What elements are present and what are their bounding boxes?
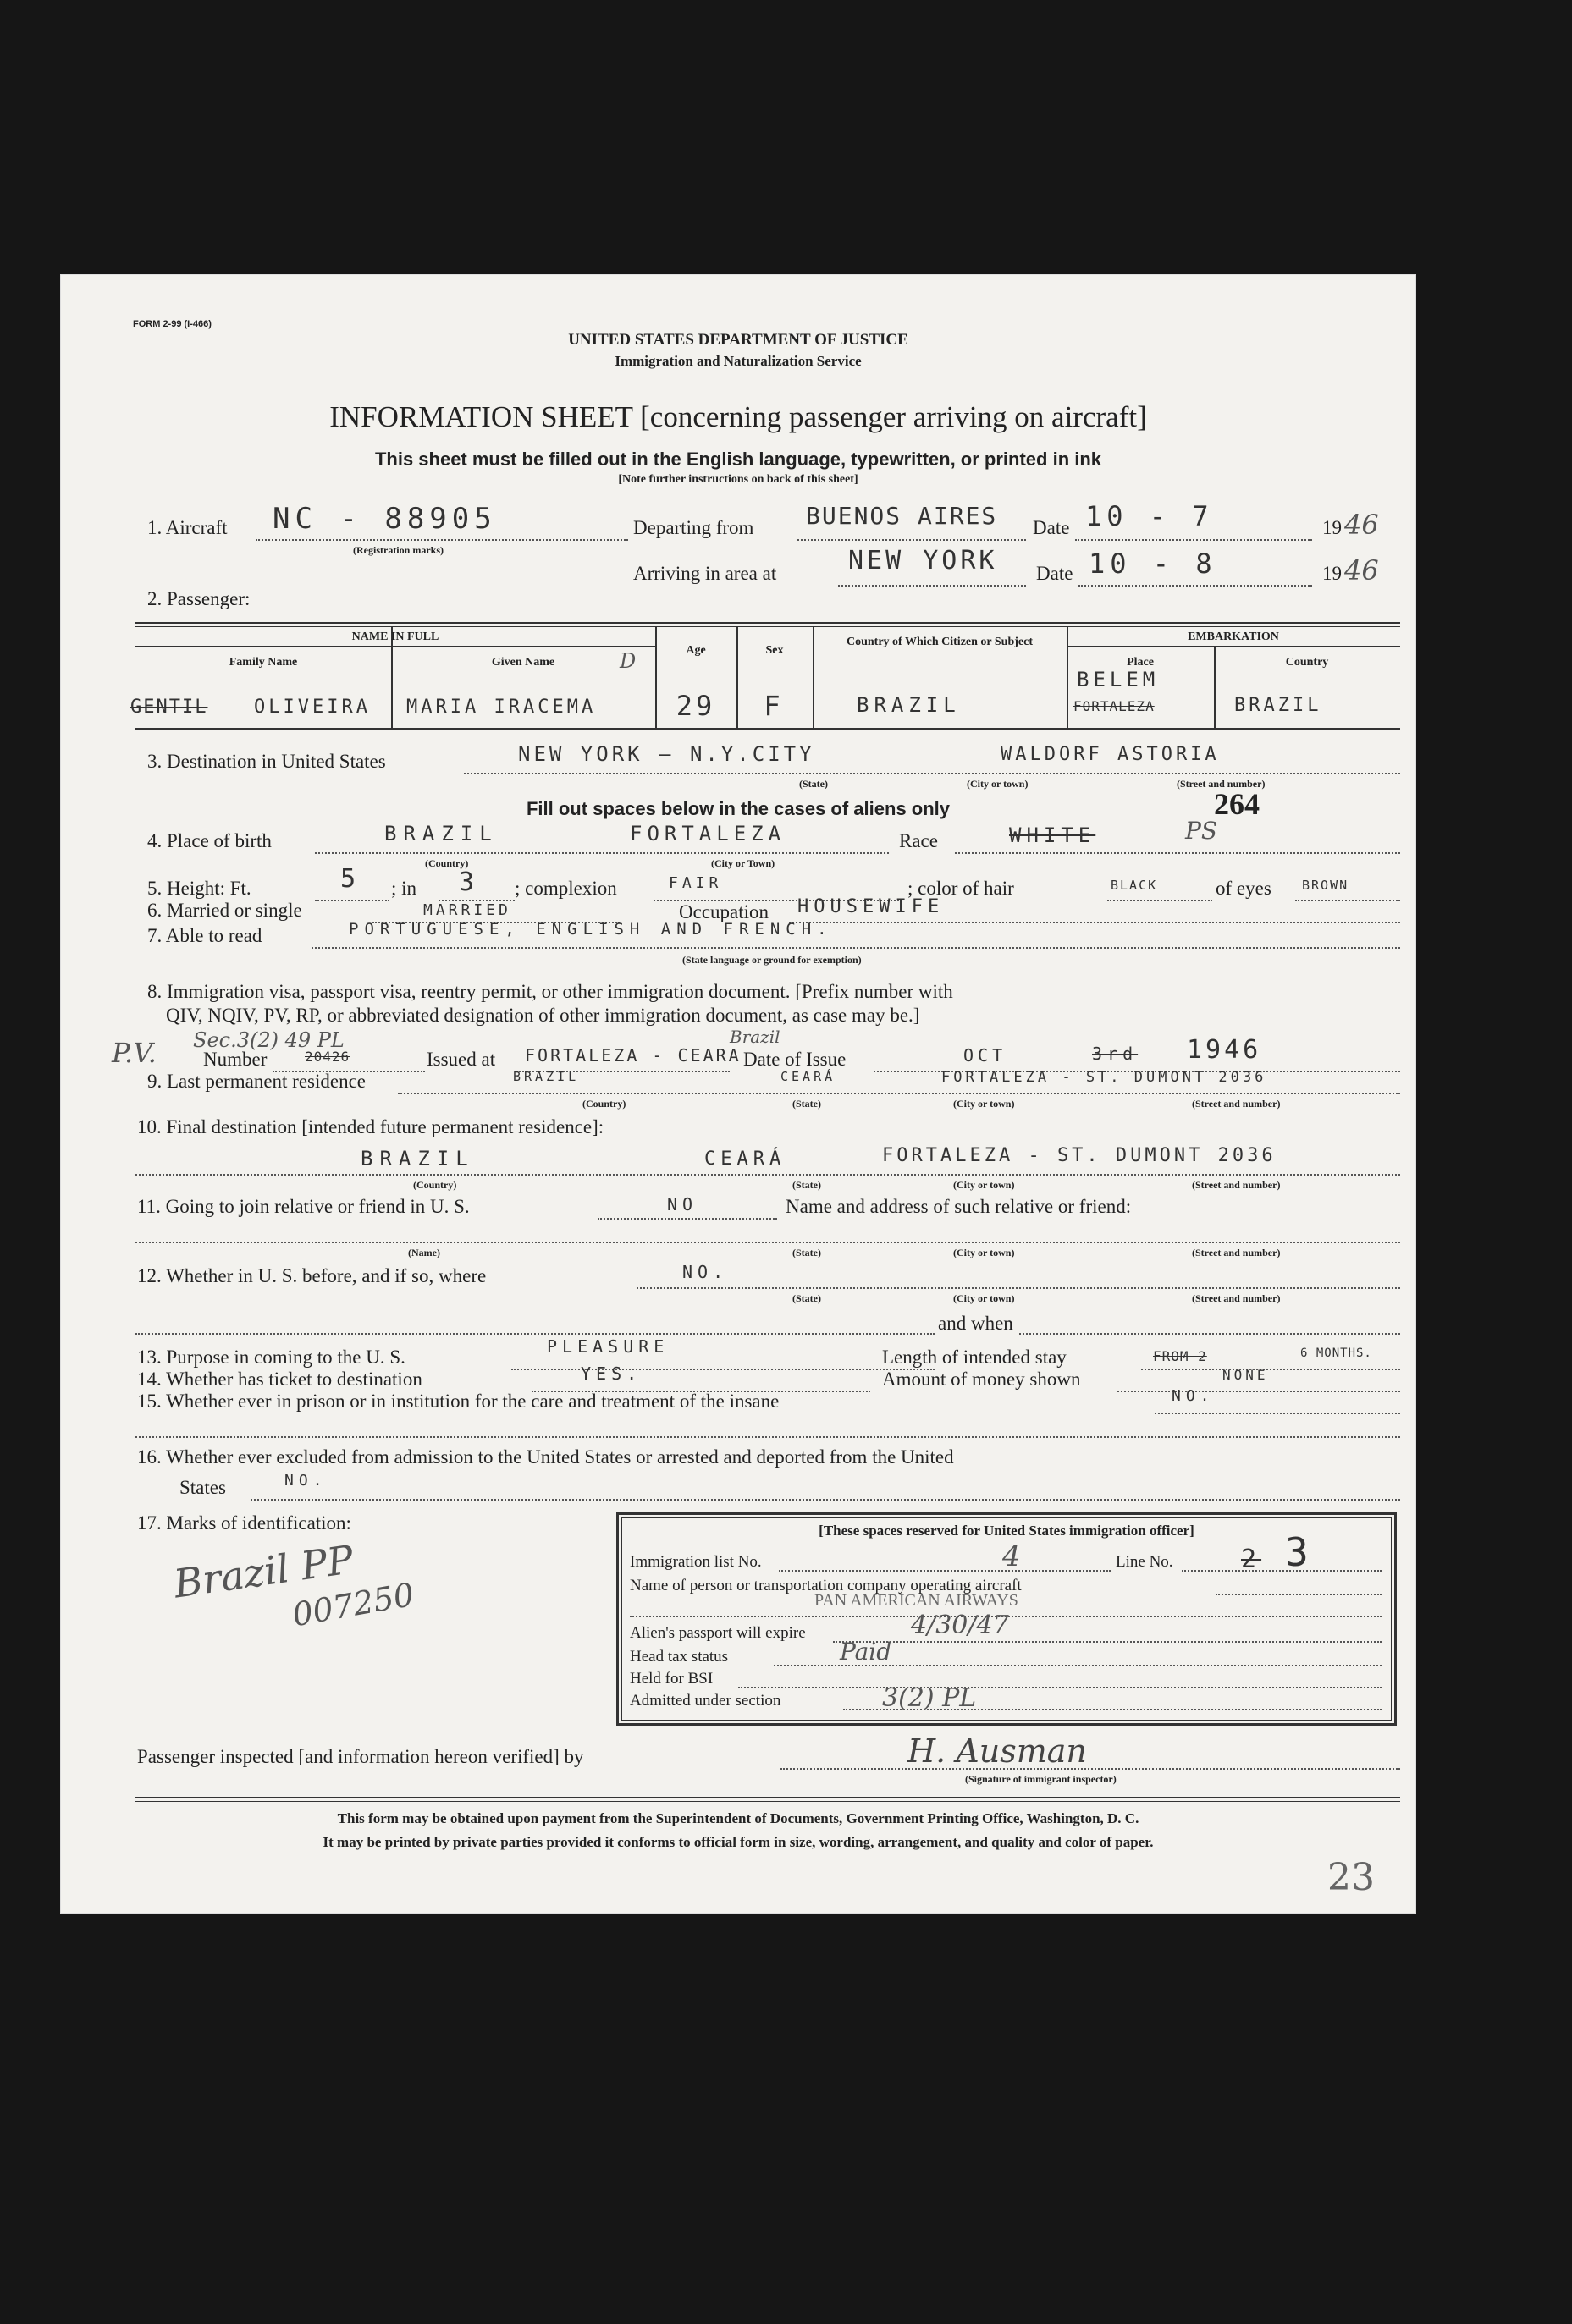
citizen-value: BRAZIL — [857, 693, 961, 717]
q12-state-caption: (State) — [792, 1292, 821, 1304]
q3-city-caption: (City or town) — [967, 778, 1029, 790]
ft-line — [315, 900, 389, 901]
q16-label-2: States — [179, 1477, 226, 1498]
q3-label: 3. Destination in United States — [147, 751, 386, 772]
destination-street: WALDORF ASTORIA — [1001, 744, 1220, 765]
q12-when-line-right — [1019, 1333, 1400, 1335]
q11-label: 11. Going to join relative or friend in U. S. — [137, 1196, 470, 1217]
purpose-value: PLEASURE — [547, 1336, 670, 1357]
list-line — [779, 1570, 1111, 1572]
list-label: Immigration list No. — [630, 1553, 762, 1571]
footer-rule-1 — [135, 1797, 1400, 1798]
admitted-label: Admitted under section — [630, 1692, 781, 1710]
q17-label: 17. Marks of identification: — [137, 1512, 351, 1534]
q2-label: 2. Passenger: — [147, 588, 251, 609]
tax-label: Head tax status — [630, 1648, 729, 1666]
embark-place-struck: FORTALEZA — [1073, 698, 1155, 714]
officer-box-heading: [These spaces reserved for United States immigration officer] — [819, 1523, 1194, 1539]
identification-note-1: Brazil PP — [171, 1536, 356, 1607]
departing-line — [797, 539, 1026, 541]
q8-text-1: 8. Immigration visa, passport visa, reentry permit, or other immigration document. [Prefix number with — [147, 981, 953, 1002]
q5-label: 5. Height: Ft. — [147, 878, 251, 899]
table-top-rule-2 — [135, 626, 1400, 627]
departing-date-line — [1075, 539, 1312, 541]
issued-at-value: FORTALEZA - CEARA — [525, 1045, 742, 1066]
given-name-value: MARIA IRACEMA — [406, 697, 597, 718]
arriving-date-label: Date — [1036, 563, 1073, 584]
stay-line — [1141, 1369, 1400, 1370]
eyes-value: BROWN — [1302, 878, 1349, 893]
q10-country-caption: (Country) — [413, 1179, 457, 1191]
q13-label: 13. Purpose in coming to the U. S. — [137, 1346, 405, 1368]
list-value: 4 — [1002, 1539, 1021, 1573]
q15-label: 15. Whether ever in prison or in institution for the care and treatment of the insane — [137, 1391, 780, 1412]
arriving-date-line — [1078, 585, 1312, 587]
table-bottom-rule — [135, 728, 1400, 730]
q10-street-caption: (Street and number) — [1192, 1179, 1281, 1191]
departing-year-prefix: 19 — [1322, 517, 1342, 538]
q7-line — [312, 947, 1400, 949]
company-value: PAN AMERICAN AIRWAYS — [814, 1591, 1018, 1610]
race-label: Race — [899, 830, 938, 851]
q11-state-caption: (State) — [792, 1247, 821, 1258]
passport-value: 4/30/47 — [911, 1611, 1009, 1640]
line-struck: 2 — [1241, 1545, 1262, 1574]
ticket-value: YES. — [581, 1363, 643, 1384]
given-name-mark: D — [620, 649, 637, 673]
previous-visit-value: NO. — [682, 1262, 729, 1282]
q10-label: 10. Final destination [intended future permanent residence]: — [137, 1116, 604, 1137]
money-value: NONE — [1222, 1367, 1269, 1383]
q9-label: 9. Last permanent residence — [147, 1071, 366, 1092]
excluded-value: NO. — [284, 1472, 328, 1490]
place-header: Place — [1127, 656, 1154, 669]
embarkation-header: EMBARKATION — [1188, 631, 1279, 643]
read-languages: PORTUGUESE, ENGLISH AND FRENCH. — [349, 920, 833, 939]
departing-value: BUENOS AIRES — [806, 502, 998, 530]
hair-line — [1107, 900, 1212, 901]
birth-city: FORTALEZA — [630, 822, 786, 845]
country-header: Country — [1285, 656, 1329, 669]
occupation-line — [789, 922, 1400, 923]
q4-city-caption: (City or Town) — [711, 857, 775, 869]
issue-day-struck: 3rd — [1092, 1044, 1139, 1064]
when-label: and when — [938, 1313, 1013, 1334]
q16-line — [251, 1499, 1400, 1501]
aircraft-line — [256, 539, 628, 541]
join-relative-value: NO — [667, 1194, 698, 1214]
eyes-label: of eyes — [1216, 878, 1271, 899]
arriving-value: NEW YORK — [848, 546, 998, 575]
eyes-line — [1295, 900, 1400, 901]
q7-caption: (State language or ground for exemption) — [682, 954, 862, 966]
arriving-date: 10 - 8 — [1089, 548, 1217, 580]
q8-margin-note: P.V. — [112, 1037, 157, 1069]
q4-line — [315, 852, 889, 854]
final-state: CEARÁ — [704, 1148, 786, 1170]
table-subhead-rule-name — [135, 646, 655, 647]
q9-country-caption: (Country) — [582, 1098, 626, 1110]
age-value: 29 — [676, 690, 716, 722]
embark-country-value: BRAZIL — [1234, 695, 1322, 716]
occupation-label: Occupation — [679, 901, 769, 922]
company-label: Name of person or transportation company operating aircraft — [630, 1577, 1022, 1594]
stay-label: Length of intended stay — [882, 1346, 1067, 1368]
signature-caption: (Signature of immigrant inspector) — [965, 1773, 1117, 1785]
issued-at-note: Brazil — [730, 1027, 780, 1047]
arriving-year: 46 — [1344, 554, 1379, 587]
form-sheet — [61, 275, 1415, 1913]
aircraft-value: NC - 88905 — [273, 502, 497, 536]
family-name-value: OLIVEIRA — [254, 697, 371, 718]
q10-line — [135, 1174, 1400, 1176]
page-number: 23 — [1327, 1856, 1375, 1899]
q4-country-caption: (Country) — [425, 857, 469, 869]
issue-year: 1946 — [1187, 1035, 1262, 1065]
destination-city: NEW YORK — N.Y.CITY — [518, 742, 815, 766]
line-value: 3 — [1285, 1529, 1314, 1575]
page-title — [61, 400, 1415, 434]
citizen-header: Country of Which Citizen or Subject — [847, 636, 1033, 648]
departing-date-label: Date — [1033, 517, 1070, 538]
departing-date: 10 - 7 — [1085, 500, 1214, 532]
money-line — [1117, 1391, 1400, 1392]
race-line — [955, 852, 1400, 854]
table-subhead-rule-emb — [1067, 646, 1400, 647]
q10-city-caption: (City or town) — [953, 1179, 1015, 1191]
hair-value: BLACK — [1111, 878, 1158, 893]
table-col-sep-4 — [813, 626, 814, 728]
q11-city-caption: (City or town) — [953, 1247, 1015, 1258]
q9-city-caption: (City or town) — [953, 1098, 1015, 1110]
q11-street-caption: (Street and number) — [1192, 1247, 1281, 1258]
issue-date-label: Date of Issue — [743, 1049, 847, 1070]
arriving-year-prefix: 19 — [1322, 563, 1342, 584]
q11-line — [598, 1218, 777, 1220]
q16-label-1: 16. Whether ever excluded from admission to the United States or arrested and deported from the United — [137, 1446, 954, 1468]
departing-label: Departing from — [633, 517, 754, 538]
occupation-value: HOUSEWIFE — [797, 896, 945, 917]
prison-value: NO. — [1172, 1387, 1215, 1405]
arriving-label: Arriving in area at — [633, 563, 777, 584]
q9-line — [398, 1093, 1400, 1094]
signature-line — [780, 1768, 1400, 1770]
birth-country: BRAZIL — [384, 822, 499, 845]
q6-label: 6. Married or single — [147, 900, 302, 921]
issued-at-label: Issued at — [427, 1049, 496, 1070]
q15-line — [1155, 1413, 1400, 1414]
family-name-header: Family Name — [229, 656, 298, 669]
footer-rule-2 — [135, 1801, 1400, 1802]
instruction-line: This sheet must be filled out in the English language, typewritten, or printed in ink — [374, 449, 1102, 470]
registration-caption: (Registration marks) — [353, 544, 444, 556]
family-name-struck: GENTIL — [130, 697, 208, 718]
marital-value: MARRIED — [423, 901, 511, 919]
department-heading: UNITED STATES DEPARTMENT OF JUSTICE — [568, 331, 908, 349]
q4-label: 4. Place of birth — [147, 830, 272, 851]
title-bracket: [concerning passenger arriving on aircraft] — [640, 400, 1147, 433]
height-in: 3 — [459, 867, 480, 897]
q1-label: 1. Aircraft — [147, 517, 228, 538]
q11-name-caption: (Name) — [408, 1247, 440, 1258]
footer-line-2: It may be printed by private parties provided it conforms to official form in size, wording, arrangement, and quality and color of paper. — [323, 1834, 1154, 1850]
q12-when-line-left — [135, 1333, 935, 1335]
race-struck: WHITE — [1009, 823, 1096, 847]
title-main: INFORMATION SHEET — [329, 400, 633, 433]
q9-state-caption: (State) — [792, 1098, 821, 1110]
admitted-value: 3(2) PL — [882, 1683, 977, 1713]
age-header: Age — [686, 644, 706, 657]
embark-place-value: BELEM — [1077, 668, 1160, 691]
number-value: Sec.3(2) 49 PL — [193, 1028, 345, 1052]
complexion-value: FAIR — [669, 874, 723, 892]
q3-street-caption: (Street and number) — [1177, 778, 1266, 790]
footer-line-1: This form may be obtained upon payment from the Superintendent of Documents, Government Printing Office, Washington, D. C. — [337, 1810, 1139, 1826]
passport-line — [833, 1641, 1382, 1643]
residence-state: CEARÁ — [780, 1069, 836, 1084]
complexion-label: ; complexion — [515, 878, 617, 899]
q14-label: 14. Whether has ticket to destination — [137, 1369, 422, 1390]
bsi-label: Held for BSI — [630, 1670, 714, 1688]
race-mark: PS — [1185, 817, 1218, 845]
table-top-rule — [135, 622, 1400, 624]
inspection-label: Passenger inspected [and information hereon verified] by — [137, 1746, 584, 1767]
line-label: Line No. — [1116, 1553, 1173, 1571]
sex-header: Sex — [765, 644, 784, 657]
q12-city-caption: (City or town) — [953, 1292, 1015, 1304]
line-no-line — [1182, 1570, 1382, 1572]
issue-month: OCT — [963, 1045, 1007, 1066]
q12-line — [637, 1287, 1400, 1289]
q3-line — [464, 773, 1400, 774]
relative-address-line — [135, 1242, 1400, 1243]
tax-value: Paid — [840, 1638, 892, 1666]
final-country: BRAZIL — [361, 1147, 475, 1170]
passport-label: Alien's passport will expire — [630, 1624, 806, 1642]
height-ft: 5 — [340, 864, 361, 894]
stay-struck: FROM 2 — [1153, 1348, 1207, 1364]
hair-label: ; color of hair — [907, 878, 1014, 899]
residence-city-street: FORTALEZA - ST. DUMONT 2036 — [941, 1069, 1267, 1086]
q7-label: 7. Able to read — [147, 925, 262, 946]
company-line — [1216, 1594, 1382, 1595]
residence-country: BRAZIL — [513, 1069, 580, 1084]
arriving-line — [838, 585, 1026, 587]
final-city-street: FORTALEZA - ST. DUMONT 2036 — [882, 1145, 1277, 1166]
relative-name-label: Name and address of such relative or friend: — [786, 1196, 1132, 1217]
service-heading: Immigration and Naturalization Service — [615, 353, 862, 369]
q12-street-caption: (Street and number) — [1192, 1292, 1281, 1304]
money-label: Amount of money shown — [882, 1369, 1081, 1390]
given-name-header: Given Name — [491, 656, 555, 669]
stamp-number: 264 — [1214, 787, 1260, 821]
q13-line — [511, 1369, 935, 1370]
number-label: Number — [203, 1049, 268, 1070]
name-in-full-header: NAME IN FULL — [351, 631, 439, 643]
form-number: FORM 2-99 (I-466) — [133, 319, 212, 329]
q8-text-2: QIV, NQIV, PV, RP, or abbreviated designation of other immigration document, as case may be.] — [166, 1005, 920, 1026]
instruction-note: [Note further instructions on back of this sheet] — [618, 473, 858, 486]
aliens-heading: Fill out spaces below in the cases of aliens only — [526, 798, 951, 819]
identification-note-2: 007250 — [290, 1575, 417, 1634]
q10-state-caption: (State) — [792, 1179, 821, 1191]
sex-value: F — [764, 690, 786, 722]
q9-street-caption: (Street and number) — [1192, 1098, 1281, 1110]
q15-extra-line — [135, 1436, 1400, 1438]
q3-state-caption: (State) — [799, 778, 828, 790]
inspector-signature: H. Ausman — [907, 1732, 1087, 1770]
stay-value: 6 MONTHS. — [1300, 1346, 1372, 1360]
q12-label: 12. Whether in U. S. before, and if so, where — [137, 1265, 487, 1286]
in-label: ; in — [391, 878, 417, 899]
bsi-line — [738, 1687, 1382, 1688]
number-struck: 20426 — [305, 1049, 350, 1065]
departing-year: 46 — [1344, 509, 1379, 541]
